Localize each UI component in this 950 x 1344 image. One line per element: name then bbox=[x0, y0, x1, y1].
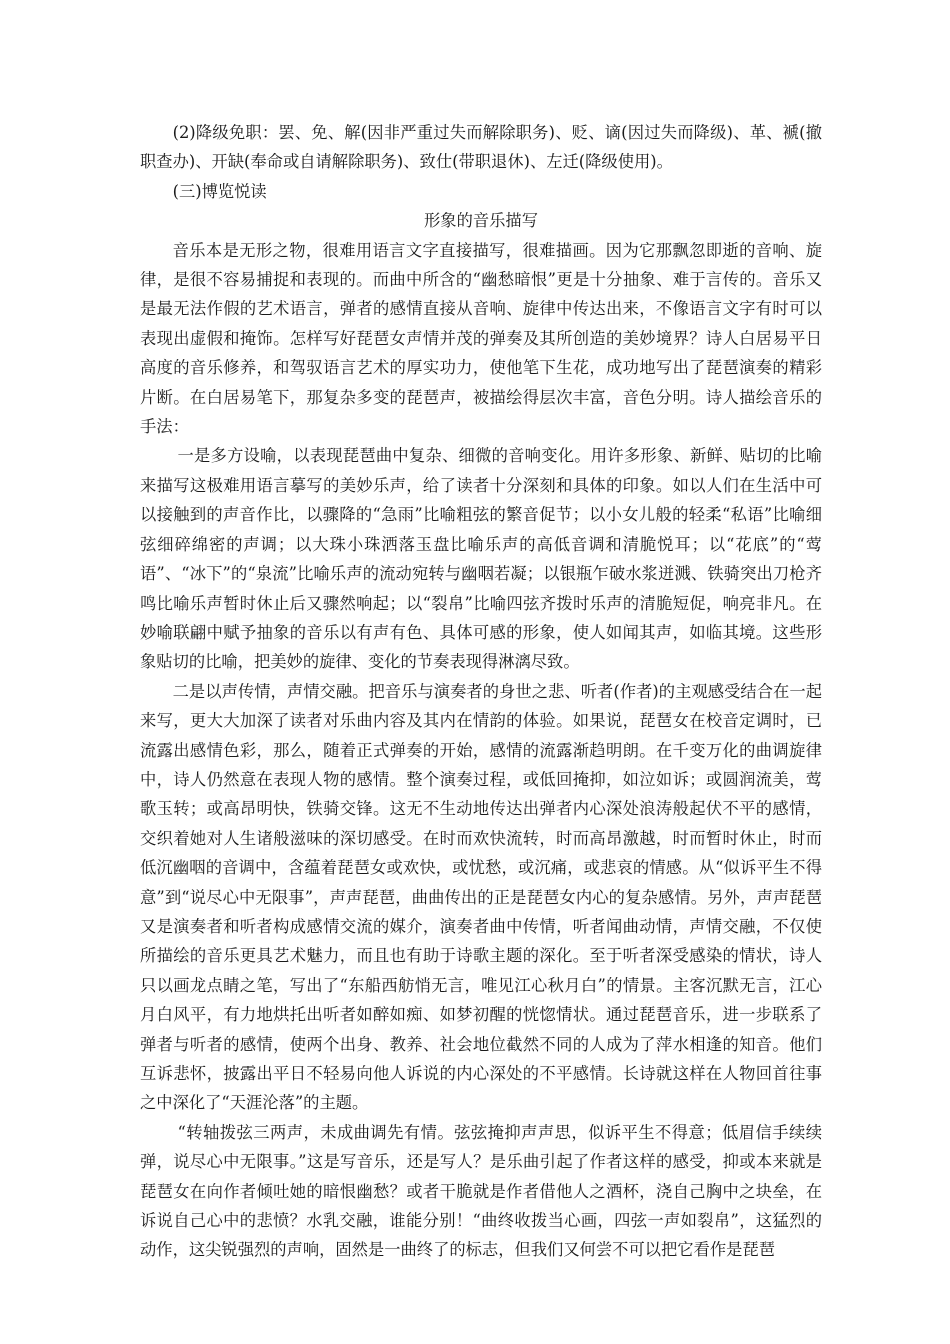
body-paragraph-emotion: 二是以声传情，声情交融。把音乐与演奏者的身世之悲、听者(作者)的主观感受结合在一起来写，更大大加深了读者对乐曲内容及其内在情韵的体验。如果说，琵琶女在校音定调时，已流露出感情色彩，那么，随着正式弹奏的开始，感情的流露渐趋明朗。在千变万化的曲调旋律中，诗人仍然意在表现人物的感情。整个演奏过程，或低回掩抑，如泣如诉；或圆润流美，莺歌玉转；或高昂明快，铁骑交锋。这无不生动地传达出弹者内心深处浪涛般起伏不平的感情，交织着她对人生诸般滋味的深切感受。在时而欢快流转，时而高昂激越，时而暂时休止，时而低沉幽咽的音调中，含蕴着琵琶女或欢快，或忧愁，或沉痛，或悲哀的情感。从“似诉平生不得意”到“说尽心中无限事”，声声琵琶，曲曲传出的正是琵琶女内心的复杂感情。另外，声声琵琶又是演奏者和听者构成感情交流的媒介，演奏者曲中传情，听者闻曲动情，声情交融，不仅使所描绘的音乐更具艺术魅力，而且也有助于诗歌主题的深化。至于听者深受感染的情状，诗人只以画龙点睛之笔，写出了“东船西舫悄无言，唯见江心秋月白”的情景。主客沉默无言，江心月白风平，有力地烘托出听者如醉如痴、如梦初醒的恍惚情状。通过琵琶音乐，进一步联系了弹者与听者的感情，使两个出身、教养、社会地位截然不同的人成为了萍水相逢的知音。他们互诉悲怀，披露出平日不轻易向他人诉说的内心深处的不平感情。长诗就这样在人物回首往事之中深化了“天涯沦落”的主题。 bbox=[140, 681, 822, 1113]
article-title: 形象的音乐描写 bbox=[424, 211, 538, 231]
section-heading: (三)博览悦读 bbox=[172, 181, 267, 201]
body-paragraph-intro: 音乐本是无形之物，很难用语言文字直接描写，很难描画。因为它那飘忽即逝的音响、旋律，是很不容易捕捉和表现的。而曲中所含的“幽愁暗恨”更是十分抽象、难于言传的。音乐又是最无法作假的艺术语言，弹者的感情直接从音响、旋律中传达出来，不像语言文字有时可以表现出虚假和掩饰。怎样写好琵琶女声情并茂的弹奏及其所创造的美妙境界？诗人白居易平日高度的音乐修养，和驾驭语言艺术的厚实功力，使他笔下生花，成功地写出了琵琶演奏的精彩片断。在白居易笔下，那复杂多变的琵琶声，被描绘得层次丰富，音色分明。诗人描绘音乐的手法： bbox=[140, 240, 822, 437]
document-page bbox=[140, 118, 822, 1265]
body-paragraph-metaphor: 一是多方设喻，以表现琵琶曲中复杂、细微的音响变化。用许多形象、新鲜、贴切的比喻来描写这极难用语言摹写的美妙乐声，给了读者十分深刻和具体的印象。如以人们在生活中可以接触到的声音作比，以骤降的“急雨”比喻粗弦的繁音促节；以小女儿般的轻柔“私语”比喻细弦细碎绵密的声调；以大珠小珠洒落玉盘比喻乐声的高低音调和清脆悦耳；以“花底”的“莺语”、“冰下”的“泉流”比喻乐声的流动宛转与幽咽若凝；以银瓶乍破水浆迸溅、铁骑突出刀枪齐鸣比喻乐声暂时休止后又骤然响起；以“裂帛”比喻四弦齐拨时乐声的清脆短促，响亮非凡。在妙喻联翩中赋予抽象的音乐以有声有色、具体可感的形象，使人如闻其声，如临其境。这些形象贴切的比喻，把美妙的旋律、变化的节奏表现得淋漓尽致。 bbox=[140, 446, 822, 672]
body-paragraph-quote: “转轴拨弦三两声，未成曲调先有情。弦弦掩抑声声思，似诉平生不得意；低眉信手续续弹，说尽心中无限事。”这是写音乐，还是写人？是乐曲引起了作者这样的感受，抑或本来就是琵琶女在向作者倾吐她的暗恨幽愁？或者干脆就是作者借他人之酒杯，浇自己胸中之块垒，在诉说自己心中的悲愤？水乳交融，谁能分别！“曲终收拨当心画，四弦一声如裂帛”，这猛烈的动作，这尖锐强烈的声响，固然是一曲终了的标志，但我们又何尝不可以把它看作是琵琶 bbox=[140, 1122, 822, 1260]
demotion-paragraph: (2)降级免职：罢、免、解(因非严重过失而解除职务)、贬、谪(因过失而降级)、革、褫(撤职查办)、开缺(奉命或自请解除职务)、致仕(带职退休)、左迁(降级使用)。 bbox=[140, 123, 822, 172]
